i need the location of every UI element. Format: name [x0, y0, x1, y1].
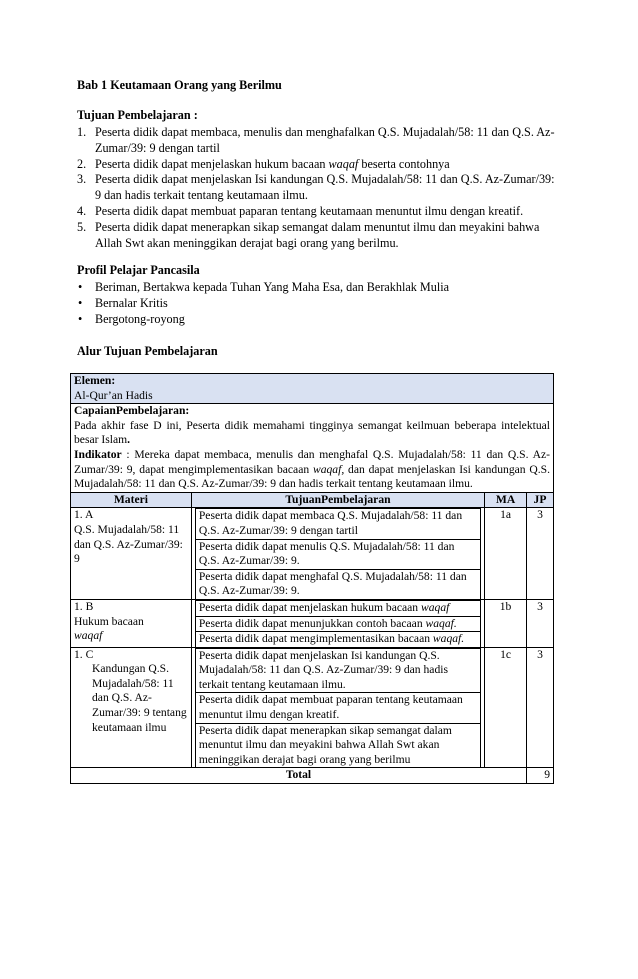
- list-item: • Bernalar Kritis: [78, 295, 168, 310]
- tujuan-item: Peserta didik dapat menulis Q.S. Mujadalah/58: 11 dan Q.S. Az-Zumar/39: 9.: [195, 539, 480, 569]
- capaian-cell: CapaianPembelajaran: Pada akhir fase D ini, Peserta didik memahami tingginya semangat keilmuan beberapa intelektual besar Islam. Indikator : Mereka dapat membaca, menulis dan menghafal Q.S. Mujadalah/58: 11 dan Q.S. Az-Zumar/39: 9, dapat mengimplementasikan bacaan waqaf, dan dapat menjelaskan Isi kandungan Q.S. Mujadalah/58: 11 dan Q.S. Az-Zumar/39: 9 dan hadis terkait tentang keutamaan ilmu.: [71, 404, 554, 493]
- list-item: 2. Peserta didik dapat menjelaskan hukum bacaan waqaf beserta contohnya: [77, 156, 450, 171]
- materi-cell: 1. C Kandungan Q.S. Mujadalah/58: 11 dan Q.S. Az-Zumar/39: 9 tentang keutamaan ilmu: [71, 647, 192, 768]
- jp-cell: 3: [527, 599, 554, 647]
- header-materi: Materi: [71, 492, 192, 508]
- profil-list: [77, 280, 449, 327]
- tujuan-cell: [191, 599, 484, 647]
- tujuan-item: Peserta didik dapat menerapkan sikap semangat dalam menuntut ilmu dan meyakini bahwa Allah Swt akan meninggikan derajat bagi orang yang berilmu: [195, 723, 480, 767]
- materi-cell: 1. A Q.S. Mujadalah/58: 11 dan Q.S. Az-Zumar/39: 9: [71, 508, 192, 600]
- elemen-cell: Elemen: Al-Qur’an Hadis: [71, 374, 554, 404]
- ma-cell: 1c: [485, 647, 527, 768]
- jp-cell: 3: [527, 647, 554, 768]
- list-item: • Bergotong-royong: [78, 311, 185, 326]
- materi-cell: 1. B Hukum bacaan waqaf: [71, 599, 192, 647]
- header-ma: MA: [485, 492, 527, 508]
- list-item: 1. Peserta didik dapat membaca, menulis dan menghafalkan Q.S. Mujadalah/58: 11 dan Q.S. Az-Zumar/39: 9 dengan tartil: [77, 125, 555, 155]
- total-row: [71, 768, 554, 784]
- tujuan-item: Peserta didik dapat menghafal Q.S. Mujadalah/58: 11 dan Q.S. Az-Zumar/39: 9.: [195, 569, 480, 599]
- table-row: [71, 647, 554, 768]
- alur-heading: Alur Tujuan Pembelajaran: [77, 344, 218, 358]
- tujuan-cell: [191, 508, 484, 600]
- profil-heading: Profil Pelajar Pancasila: [77, 263, 200, 277]
- tujuan-item: Peserta didik dapat membaca Q.S. Mujadalah/58: 11 dan Q.S. Az-Zumar/39: 9 dengan tartil: [195, 509, 480, 539]
- total-value: 9: [527, 768, 554, 784]
- tujuan-item: Peserta didik dapat mengimplementasikan bacaan waqaf.: [195, 632, 480, 647]
- tujuan-list: [77, 125, 557, 251]
- tujuan-heading: Tujuan Pembelajaran :: [77, 108, 198, 122]
- tujuan-item: Peserta didik dapat membuat paparan tentang keutamaan menuntut ilmu dengan kreatif.: [195, 693, 480, 723]
- bullet-icon: •: [78, 295, 83, 310]
- ma-cell: 1a: [485, 508, 527, 600]
- list-item: 4. Peserta didik dapat membuat paparan tentang keutamaan menuntut ilmu dengan kreatif.: [77, 203, 524, 218]
- tujuan-item: Peserta didik dapat menjelaskan hukum bacaan waqaf: [195, 600, 480, 616]
- bullet-icon: •: [78, 311, 83, 326]
- alur-table: [70, 373, 554, 784]
- list-item: 3. Peserta didik dapat menjelaskan Isi kandungan Q.S. Mujadalah/58: 11 dan Q.S. Az-Zumar/39: 9 dan hadis terkait tentang keutamaan ilmu.: [77, 172, 555, 203]
- table-row: [71, 508, 554, 600]
- tujuan-cell: [191, 647, 484, 768]
- list-item: 5. Peserta didik dapat menerapkan sikap semangat dalam menuntut ilmu dan meyakini bahwa Allah Swt akan meninggikan derajat bagi orang yang berilmu.: [77, 219, 540, 250]
- ma-cell: 1b: [485, 599, 527, 647]
- list-item: • Beriman, Bertakwa kepada Tuhan Yang Maha Esa, dan Berakhlak Mulia: [78, 280, 450, 294]
- header-tujuan: TujuanPembelajaran: [191, 492, 484, 508]
- bullet-icon: •: [78, 280, 83, 294]
- jp-cell: 3: [527, 508, 554, 600]
- table-header-row: [71, 492, 554, 508]
- total-label: Total: [71, 768, 527, 784]
- tujuan-item: Peserta didik dapat menunjukkan contoh bacaan waqaf.: [195, 616, 480, 632]
- document-title: Bab 1 Keutamaan Orang yang Berilmu: [77, 78, 282, 92]
- table-row: [71, 599, 554, 647]
- header-jp: JP: [527, 492, 554, 508]
- tujuan-item: Peserta didik dapat menjelaskan Isi kandungan Q.S. Mujadalah/58: 11 dan Q.S. Az-Zumar/39: 9 dan hadis terkait tentang keutamaan ilmu.: [195, 648, 480, 693]
